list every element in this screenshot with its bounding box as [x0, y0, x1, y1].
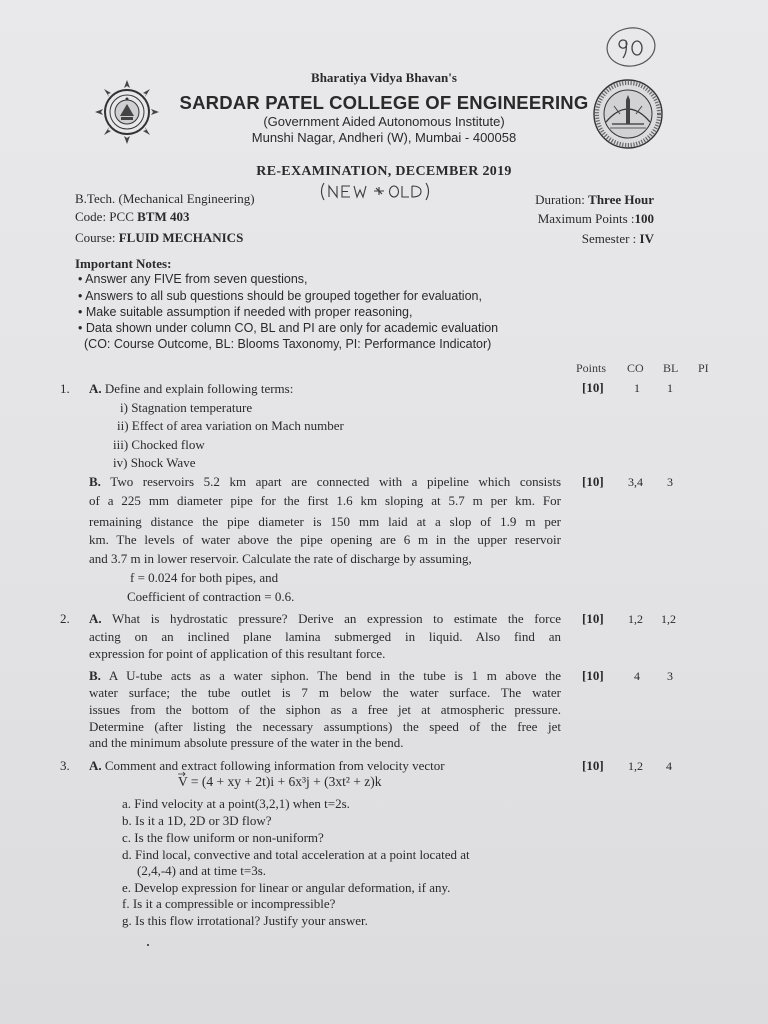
question-number: 2.: [60, 611, 70, 626]
question-2b-points: [10]: [582, 668, 604, 683]
question-2b-bl: 3: [667, 669, 673, 683]
note-item: • Make suitable assumption if needed with proper reasoning,: [78, 305, 413, 319]
semester: [582, 231, 654, 247]
question-3a-subitem: (2,4,-4) and at time t=3s.: [137, 863, 266, 878]
question-number: 3.: [60, 758, 70, 773]
question-2b-co: 4: [634, 669, 640, 683]
question-2a-line: acting on an inclined plane lamina submerged in liquid. Also find an: [89, 629, 561, 644]
question-1a-text: A. Define and explain following terms:: [89, 381, 294, 396]
question-1a-points: [10]: [582, 380, 604, 395]
question-2b-text: B. A U-tube acts as a water siphon. The bend in the tube is 1 m above the: [89, 668, 561, 683]
question-1b-line: km. The levels of water above the pipe opening are 6 m in the upper reservoir: [89, 532, 561, 547]
question-3a-subitem: b. Is it a 1D, 2D or 3D flow?: [122, 813, 272, 828]
course-title: [75, 230, 243, 246]
question-1b-bl: 3: [667, 475, 673, 489]
question-1a-subitem: iv) Shock Wave: [113, 455, 196, 470]
question-3a-subitem: a. Find velocity at a point(3,2,1) when t=2s.: [122, 796, 350, 811]
question-2a-line: expression for point of application of this resultant force.: [89, 646, 386, 661]
question-1b-line: of a 225 mm diameter pipe for the first 1.6 km sloping at 5.7 m per km. For: [89, 493, 561, 508]
course-code-value: BTM 403: [137, 209, 190, 224]
vector-arrows-overlay: [176, 770, 396, 778]
question-3a-bl: 4: [666, 759, 672, 773]
bl-column-header: BL: [663, 361, 679, 375]
question-2a-text: A. What is hydrostatic pressure? Derive an expression to estimate the force: [89, 611, 562, 626]
college-name: SARDAR PATEL COLLEGE OF ENGINEERING: [179, 92, 589, 113]
question-1a-co: 1: [634, 381, 640, 395]
course-title-value: FLUID MECHANICS: [118, 230, 244, 245]
question-1b-points: [10]: [582, 474, 604, 489]
question-1b-text: B. Two reservoirs 5.2 km apart are connected with a pipeline which consists: [89, 474, 562, 489]
question-2a-bl: 1,2: [661, 612, 676, 626]
question-2b-line: Determine (after listing the necessary assumptions) the speed of the free jet: [89, 719, 561, 734]
max-points-label: Maximum Points :: [537, 211, 635, 226]
points-column-header: Points: [576, 361, 607, 375]
question-1a-subitem: i) Stagnation temperature: [120, 400, 253, 415]
foundation-name: Bharatiya Vidya Bhavan's: [311, 70, 457, 85]
important-notes-title: Important Notes:: [75, 256, 172, 271]
question-1b-line: remaining distance the pipe diameter is 150 mm laid at a slop of 1.9 m per: [89, 514, 561, 529]
velocity-vector-equation: V = (4 + xy + 2t)i + 6x³j + (3xt² + z)k: [178, 774, 382, 789]
question-3a-subitem: c. Is the flow uniform or non-uniform?: [122, 830, 324, 845]
question-3a-subitem: e. Develop expression for linear or angular deformation, if any.: [122, 880, 451, 895]
question-3a-co: 1,2: [628, 759, 643, 773]
college-address: Munshi Nagar, Andheri (W), Mumbai - 400058: [251, 130, 517, 145]
question-1b-subitem: f = 0.024 for both pipes, and: [130, 570, 279, 585]
question-2a-co: 1,2: [628, 612, 643, 626]
program-name: B.Tech. (Mechanical Engineering): [75, 191, 255, 206]
course-title-label: Course:: [75, 230, 119, 245]
co-column-header: CO: [627, 361, 644, 375]
question-1a-subitem: ii) Effect of area variation on Mach number: [117, 418, 344, 433]
note-item: • Answer any FIVE from seven questions,: [78, 272, 308, 286]
question-1b-co: 3,4: [628, 475, 643, 489]
notes-legend: (CO: Course Outcome, BL: Blooms Taxonomy, PI: Performance Indicator): [84, 337, 492, 351]
course-code-label: Code: PCC: [75, 209, 138, 224]
question-1b-subitem: Coefficient of contraction = 0.6.: [127, 589, 295, 604]
question-3a-subitem: g. Is this flow irrotational? Justify your answer.: [122, 913, 368, 928]
max-points-value: 100: [634, 211, 654, 226]
note-item: • Answers to all sub questions should be grouped together for evaluation,: [78, 289, 482, 303]
question-2a-points: [10]: [582, 611, 604, 626]
course-code: [75, 209, 190, 225]
question-2b-line: and the minimum absolute pressure of the water in the bend.: [89, 735, 404, 750]
question-2b-line: water surface; the tube outlet is 7 m below the water surface. The water: [89, 685, 561, 700]
question-3a-subitem: f. Is it a compressible or incompressible?: [122, 896, 336, 911]
question-1b-line: and 3.7 m in lower reservoir. Calculate the rate of discharge by assuming,: [89, 551, 472, 566]
question-1a-bl: 1: [667, 381, 673, 395]
handwritten-page-mark: [600, 24, 664, 70]
duration: [535, 192, 654, 208]
exam-title: RE-EXAMINATION, DECEMBER 2019: [256, 164, 512, 179]
maximum-points: [538, 211, 654, 227]
question-3a-subitem: d. Find local, convective and total acceleration at a point located at: [122, 847, 470, 862]
pi-column-header: PI: [698, 361, 709, 375]
question-2b-line: issues from the bottom of the siphon as a free jet at atmospheric pressure.: [89, 702, 561, 717]
scan-speck: [147, 944, 149, 946]
question-1a-subitem: iii) Chocked flow: [113, 437, 205, 452]
semester-value: IV: [639, 231, 654, 246]
question-number: 1.: [60, 381, 70, 396]
duration-label: Duration:: [535, 192, 589, 207]
question-3a-points: [10]: [582, 758, 604, 773]
semester-label: Semester :: [581, 231, 640, 246]
institute-type: (Government Aided Autonomous Institute): [263, 114, 505, 129]
handwritten-new-old-note: [318, 181, 436, 203]
note-item: • Data shown under column CO, BL and PI are only for academic evaluation: [78, 321, 499, 335]
question-3a-text: A. Comment and extract following information from velocity vector: [89, 758, 445, 773]
duration-value: Three Hour: [588, 192, 654, 207]
